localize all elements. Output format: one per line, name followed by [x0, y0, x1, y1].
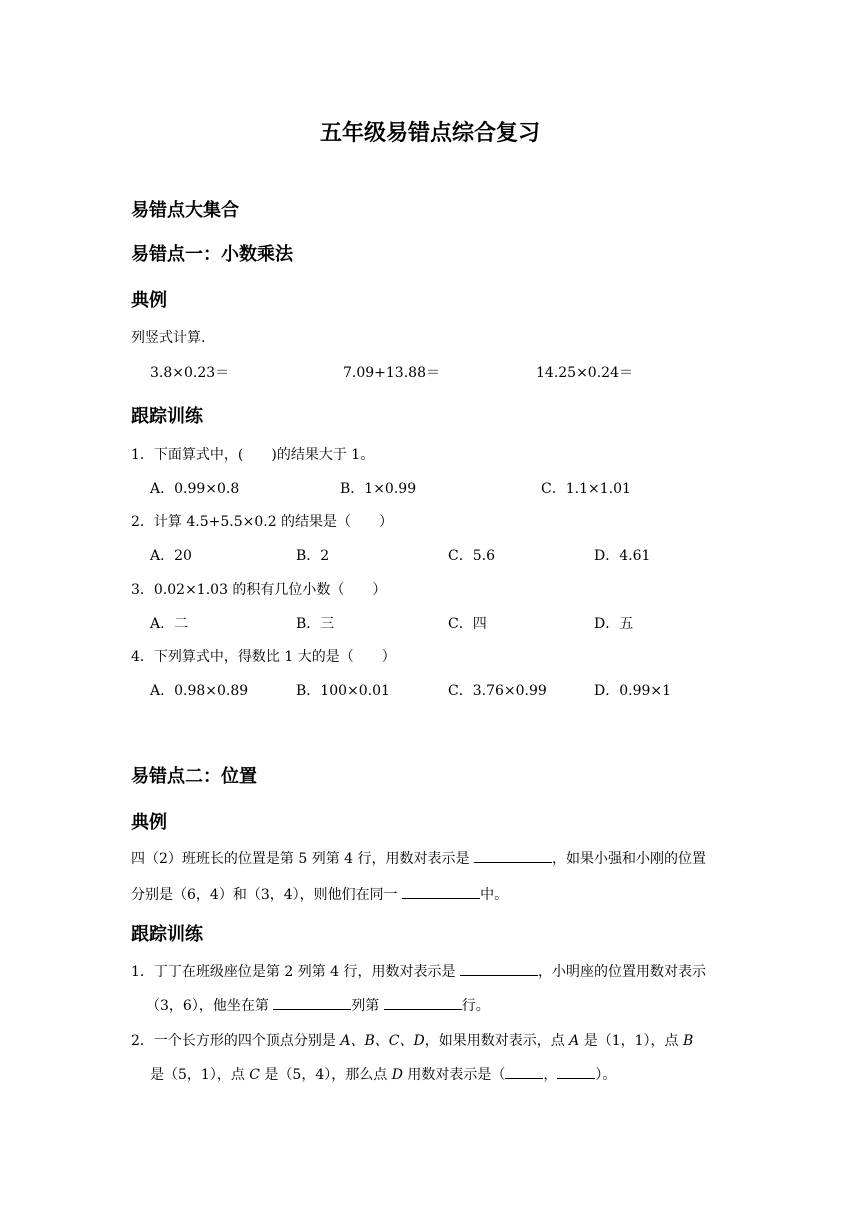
question-3-option-d: D．五 — [594, 616, 634, 632]
question-4-stem: 4．下列算式中，得数比 1 大的是（ ） — [131, 649, 396, 665]
example-expr-3: 14.25×0.24＝ — [536, 365, 633, 381]
question-3-option-b: B．三 — [296, 616, 335, 632]
part1-example-heading: 典例 — [131, 290, 167, 311]
answer-blank — [557, 1064, 595, 1079]
part2-example-line-1: 四（2）班班长的位置是第 5 列第 4 行，用数对表示是 ，如果小强和小刚的位置 — [131, 848, 706, 868]
question-4-option-c: C．3.76×0.99 — [448, 683, 547, 699]
answer-blank — [505, 1064, 543, 1079]
question-1-option-c: C．1.1×1.01 — [541, 481, 631, 497]
part1-heading: 易错点一：小数乘法 — [131, 244, 293, 265]
part1-practice-heading: 跟踪训练 — [131, 406, 203, 427]
question-3-option-c: C．四 — [448, 616, 487, 632]
part2-heading: 易错点二：位置 — [131, 766, 257, 787]
question-2-option-b: B．2 — [296, 548, 330, 564]
answer-blank — [460, 961, 538, 976]
part2-question-2-line-2: 是（5，1），点 C 是（5，4），那么点 D 用数对表示是（ ， ）。 — [150, 1064, 616, 1084]
answer-blank — [384, 995, 462, 1010]
part1-example-instruction: 列竖式计算. — [131, 330, 206, 346]
part2-question-2-line-1: 2．一个长方形的四个顶点分别是 A、B、C、D，如果用数对表示，点 A 是（1，1），点 B — [131, 1033, 694, 1049]
question-4-option-a: A．0.98×0.89 — [150, 683, 249, 699]
question-2-option-a: A．20 — [150, 548, 192, 564]
question-3-stem: 3．0.02×1.03 的积有几位小数（ ） — [131, 582, 387, 598]
question-4-option-b: B．100×0.01 — [296, 683, 390, 699]
part2-question-1-line-1: 1．丁丁在班级座位是第 2 列第 4 行，用数对表示是 ，小明座的位置用数对表示 — [131, 961, 706, 981]
answer-blank — [402, 884, 480, 899]
question-2-option-c: C．5.6 — [448, 548, 495, 564]
question-1-option-b: B．1×0.99 — [340, 481, 417, 497]
question-2-stem: 2．计算 4.5+5.5×0.2 的结果是（ ） — [131, 514, 394, 530]
part2-question-1-line-2: （3，6），他坐在第 列第 行。 — [146, 995, 490, 1015]
question-3-option-a: A．二 — [150, 616, 189, 632]
question-1-option-a: A．0.99×0.8 — [150, 481, 240, 497]
page-title: 五年级易错点综合复习 — [319, 121, 540, 146]
answer-blank — [474, 848, 552, 863]
part2-example-line-2: 分别是（6，4）和（3，4），则他们在同一 中。 — [131, 884, 508, 904]
example-expr-1: 3.8×0.23＝ — [150, 365, 230, 381]
question-1-stem: 1．下面算式中，( )的结果大于 1。 — [131, 447, 375, 463]
part2-example-heading: 典例 — [131, 812, 167, 833]
section-heading: 易错点大集合 — [131, 200, 239, 221]
question-4-option-d: D．0.99×1 — [594, 683, 672, 699]
question-2-option-d: D．4.61 — [594, 548, 651, 564]
answer-blank — [273, 995, 351, 1010]
part2-practice-heading: 跟踪训练 — [131, 924, 203, 945]
example-expr-2: 7.09+13.88＝ — [343, 365, 440, 381]
